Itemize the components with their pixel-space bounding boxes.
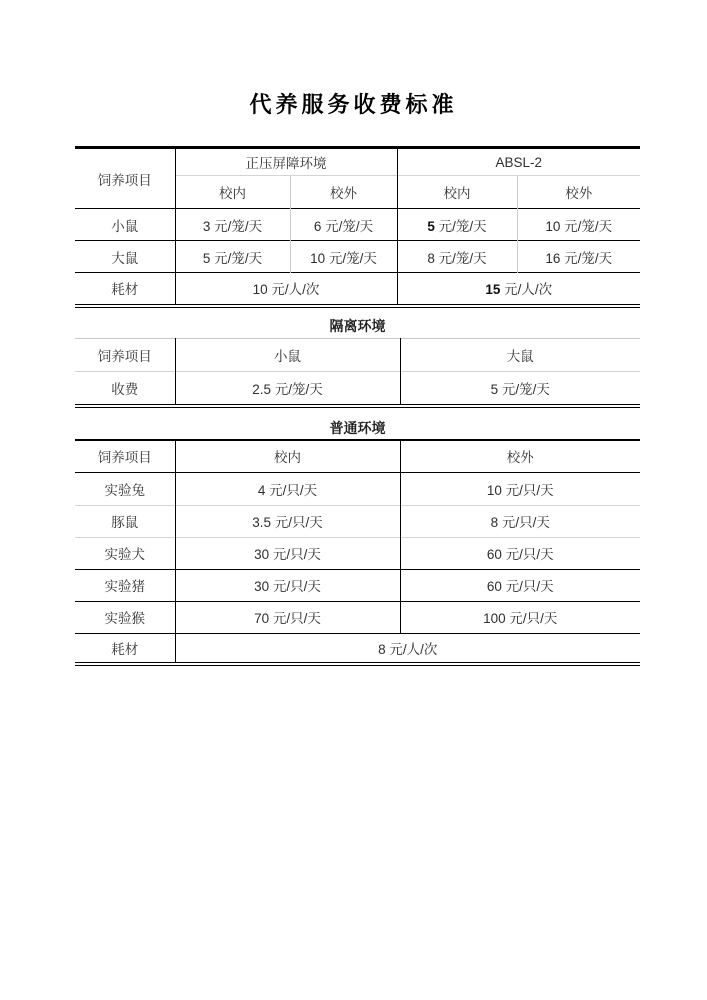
header-absl-off-campus: 校外 [517,176,640,209]
table-row-dog [75,537,640,569]
page-title: 代养服务收费标准 [249,92,458,117]
cell-mouse-barrier-on-campus: 3 元/笼/天 [175,209,290,241]
row-label-pig: 实验猪 [75,569,175,601]
cell-fee-mouse: 2.5 元/笼/天 [175,372,400,404]
cell-rat-barrier-off-campus: 10 元/笼/天 [290,241,397,273]
header-barrier-env: 正压屏障环境 [175,148,397,176]
table-row-fee [75,372,640,404]
table-row-header [75,440,640,472]
table-barrier-absl-block [75,146,640,308]
table-row-rabbit [75,472,640,505]
price-unit: 元/人/次 [500,282,553,298]
header-item-column: 饲养项目 [97,349,152,364]
header-absl2: ABSL-2 [397,148,640,176]
row-label-consumables: 耗材 [75,633,175,662]
table-row-mouse [75,209,640,241]
header-item-column: 饲养项目 [97,450,152,466]
cell-pig-on-campus: 30 元/只/天 [175,569,400,601]
table-row-consumables [75,633,640,662]
cell-rabbit-off-campus: 10 元/只/天 [400,472,640,505]
row-label-rat: 大鼠 [75,241,175,273]
header-barrier-off-campus: 校外 [290,176,397,209]
cell-monkey-on-campus: 70 元/只/天 [175,601,400,633]
section-title-ordinary: 普通环境 [329,420,386,436]
cell-dog-off-campus: 60 元/只/天 [400,537,640,569]
row-label-guinea-pig: 豚鼠 [75,505,175,537]
row-label-dog: 实验犬 [75,537,175,569]
cell-mouse-barrier-off-campus: 6 元/笼/天 [290,209,397,241]
header-barrier-on-campus: 校内 [175,176,290,209]
cell-mouse-absl-on-campus [397,209,517,241]
row-label-mouse: 小鼠 [75,209,175,241]
row-label-monkey: 实验猴 [75,601,175,633]
price-number: 15 [485,282,501,298]
table-row-header [75,339,640,372]
table-isolation [75,338,640,404]
table-row-rat [75,241,640,273]
price-number: 5 [427,218,435,234]
cell-consumables-barrier: 10 元/人/次 [175,273,397,304]
cell-consumables: 8 元/人/次 [175,633,640,662]
double-rule [75,404,640,408]
table-row-guinea-pig [75,505,640,537]
price-unit: 元/笼/天 [434,218,487,234]
table-isolation-block [75,338,640,408]
cell-rat-absl-on-campus: 8 元/笼/天 [397,241,517,273]
cell-rat-barrier-on-campus: 5 元/笼/天 [175,241,290,273]
table-barrier-absl [75,146,640,304]
row-label-consumables: 耗材 [75,273,175,304]
cell-guinea-pig-off-campus: 8 元/只/天 [400,505,640,537]
header-off-campus: 校外 [400,440,640,472]
cell-guinea-pig-on-campus: 3.5 元/只/天 [175,505,400,537]
cell-fee-rat: 5 元/笼/天 [400,372,640,404]
table-row-consumables [75,273,640,304]
cell-dog-on-campus: 30 元/只/天 [175,537,400,569]
cell-rat-absl-off-campus: 16 元/笼/天 [517,241,640,273]
table-row-monkey [75,601,640,633]
cell-consumables-absl [397,273,640,304]
header-absl-on-campus: 校内 [397,176,517,209]
header-rat: 大鼠 [400,339,640,372]
double-rule [75,662,640,666]
header-on-campus: 校内 [175,440,400,472]
table-ordinary-block [75,439,640,666]
table-row-group-header [75,148,640,176]
table-ordinary [75,439,640,662]
double-rule [75,304,640,308]
cell-mouse-absl-off-campus: 10 元/笼/天 [517,209,640,241]
header-item-column: 饲养项目 [97,172,152,188]
cell-pig-off-campus: 60 元/只/天 [400,569,640,601]
section-title-isolation: 隔离环境 [329,318,386,334]
row-label-fee: 收费 [75,372,175,404]
cell-monkey-off-campus: 100 元/只/天 [400,601,640,633]
header-mouse: 小鼠 [175,339,400,372]
table-row-pig [75,569,640,601]
cell-rabbit-on-campus: 4 元/只/天 [175,472,400,505]
row-label-rabbit: 实验兔 [75,472,175,505]
